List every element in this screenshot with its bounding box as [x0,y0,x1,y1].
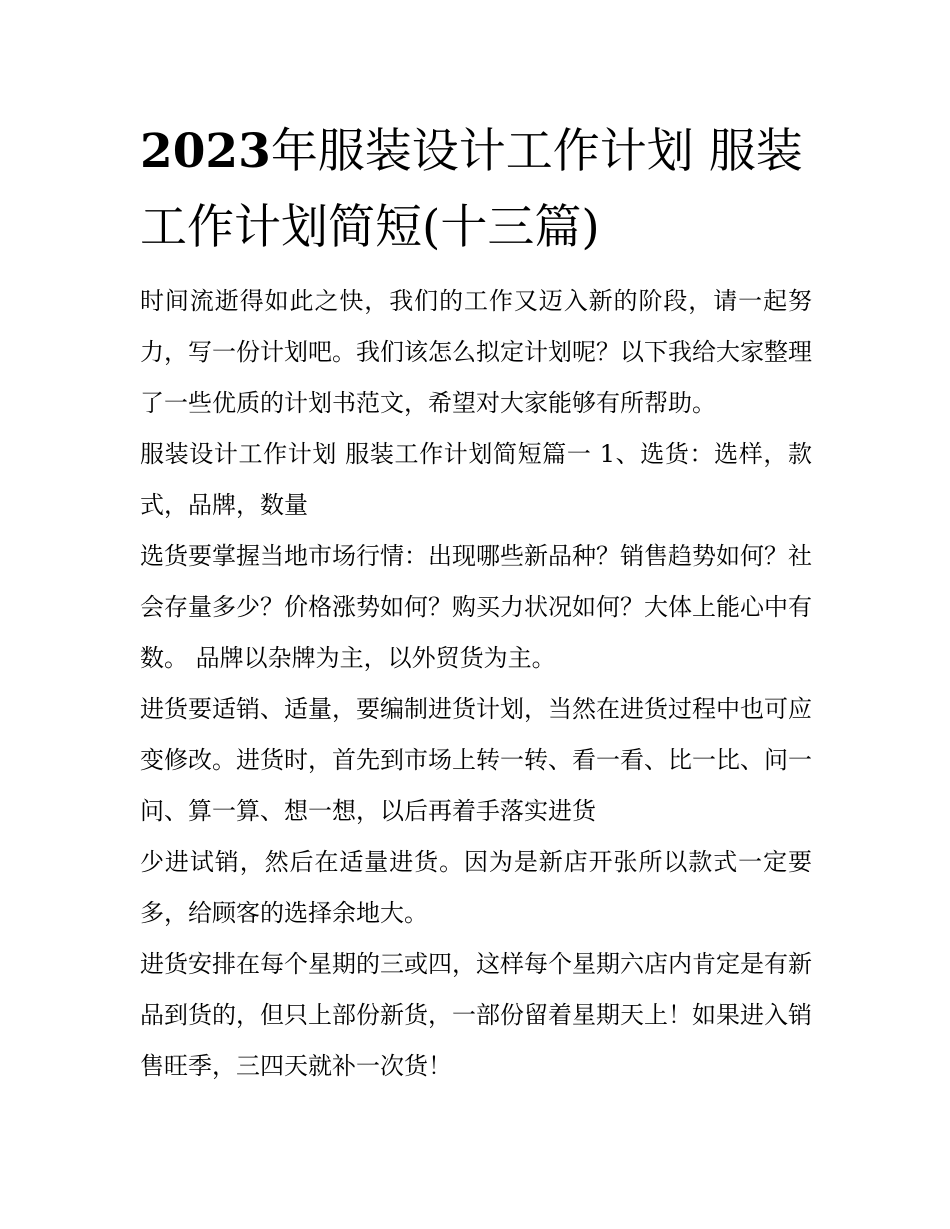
document-title [140,114,820,266]
paragraph-purchase-plan: 进货要适销、适量，要编制进货计划，当然在进货过程中也可应变修改。进货时，首先到市场上转一转、看一看、比一比、问一问、算一算、想一想，以后再着手落实进货 [140,695,812,825]
document-body [140,276,812,1092]
paragraph-schedule: 进货安排在每个星期的三或四，这样每个星期六店内肯定是有新品到货的，但只上部份新货，一部份留着星期天上！如果进入销售旺季，三四天就补一次货！ [140,950,812,1080]
paragraph-intro: 时间流逝得如此之快，我们的工作又迈入新的阶段，请一起努力，写一份计划吧。我们该怎么拟定计划呢？以下我给大家整理了一些优质的计划书范文，希望对大家能够有所帮助。 [140,287,812,417]
title-year: 2023 [140,124,271,179]
paragraph-trial-sales: 少进试销，然后在适量进货。因为是新店开张所以款式一定要多，给顾客的选择余地大。 [140,848,812,927]
paragraph-section-heading: 服装设计工作计划 服装工作计划简短篇一 1、选货：选样，款式，品牌，数量 [140,440,812,519]
paragraph-market: 选货要掌握当地市场行情：出现哪些新品种？销售趋势如何？社会存量多少？价格涨势如何？购买力状况如何？大体上能心中有数。 品牌以杂牌为主，以外贸货为主。 [140,542,812,672]
title-text: 年服装设计工作计划 服装工作计划简短(十三篇) [140,124,803,255]
